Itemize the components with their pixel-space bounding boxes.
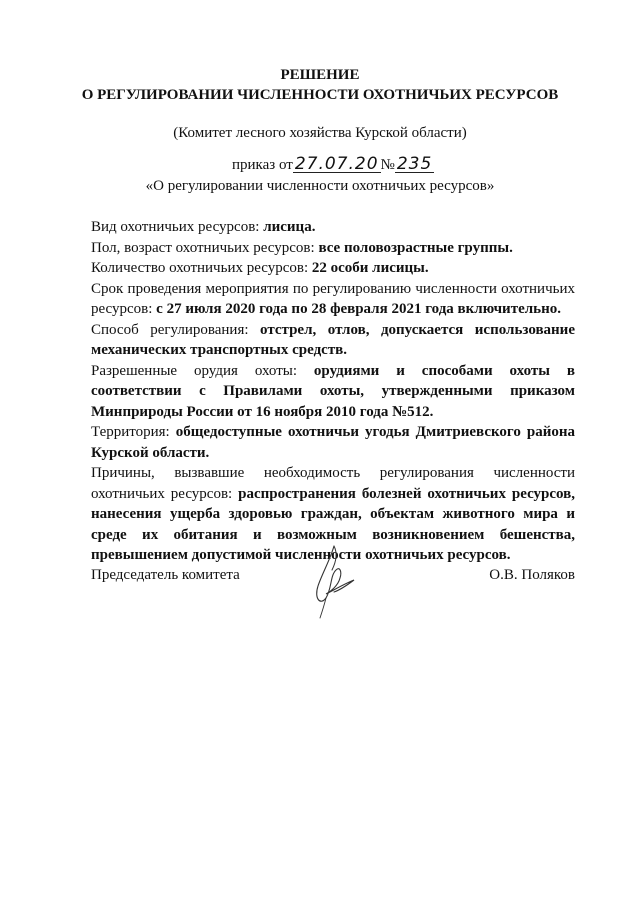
species-value: лисица. [263, 219, 316, 235]
order-prefix: приказ от [232, 157, 293, 173]
reasons-label: Причины, вызвавшие необходимость регулирования численности охотничьих ресурсов: [91, 465, 575, 502]
tools-value: орудиями и способами охоты в соответствии с Правилами охоты, утвержденными приказом Минприроды России от 16 ноября 2010 года №512. [91, 362, 576, 420]
sex-age-paragraph [91, 238, 575, 259]
tools-label: Разрешенные орудия охоты: [91, 362, 314, 379]
period-value: с 27 июля 2020 года по 28 февраля 2021 года включительно. [156, 301, 561, 317]
signer-position: Председатель комитета [91, 567, 240, 583]
territory-value: общедоступные охотничьи угодья Дмитриевского района Курской области. [91, 424, 575, 461]
signer-name: О.В. Поляков [489, 567, 575, 583]
order-date-handwritten: 27.07.20 [294, 154, 379, 174]
quantity-paragraph [91, 258, 575, 279]
period-paragraph [91, 279, 575, 320]
order-line [232, 156, 434, 174]
sex-age-label: Пол, возраст охотничьих ресурсов: [91, 239, 319, 256]
order-title: «О регулировании численности охотничьих ресурсов» [145, 178, 495, 194]
quantity-value: 22 особи лисицы. [311, 260, 429, 276]
species-paragraph [91, 217, 575, 238]
species-label: Вид охотничьих ресурсов: [91, 219, 264, 235]
committee-name: (Комитет лесного хозяйства Курской области) [173, 125, 467, 141]
order-number-handwritten: 235 [396, 154, 433, 174]
period-label: Срок проведения мероприятия по регулированию численности охотничьих ресурсов: [91, 280, 575, 317]
quantity-label: Количество охотничьих ресурсов: [91, 260, 312, 276]
tools-paragraph [91, 361, 575, 423]
method-paragraph [91, 320, 575, 361]
document-body [91, 217, 575, 566]
reasons-value: распространения болезней охотничьих ресурсов, нанесения ущерба здоровью граждан, объектам животного мира и среде их обитания и возможным возникновением бешенства, превышением допустимой численности охотничьих ресурсов. [91, 485, 576, 563]
order-number-prefix: № [380, 157, 395, 173]
method-value: отстрел, отлов, допускается использование механических транспортных средств. [91, 321, 575, 358]
handwritten-signature [300, 540, 370, 620]
territory-label: Территория: [91, 424, 176, 440]
document-subtitle: О РЕГУЛИРОВАНИИ ЧИСЛЕННОСТИ ОХОТНИЧЬИХ РЕСУРСОВ [81, 87, 559, 103]
document-title: РЕШЕНИЕ [280, 67, 360, 83]
territory-paragraph [91, 422, 575, 463]
sex-age-value: все половозрастные группы. [318, 239, 513, 256]
method-label: Способ регулирования: [91, 321, 261, 338]
